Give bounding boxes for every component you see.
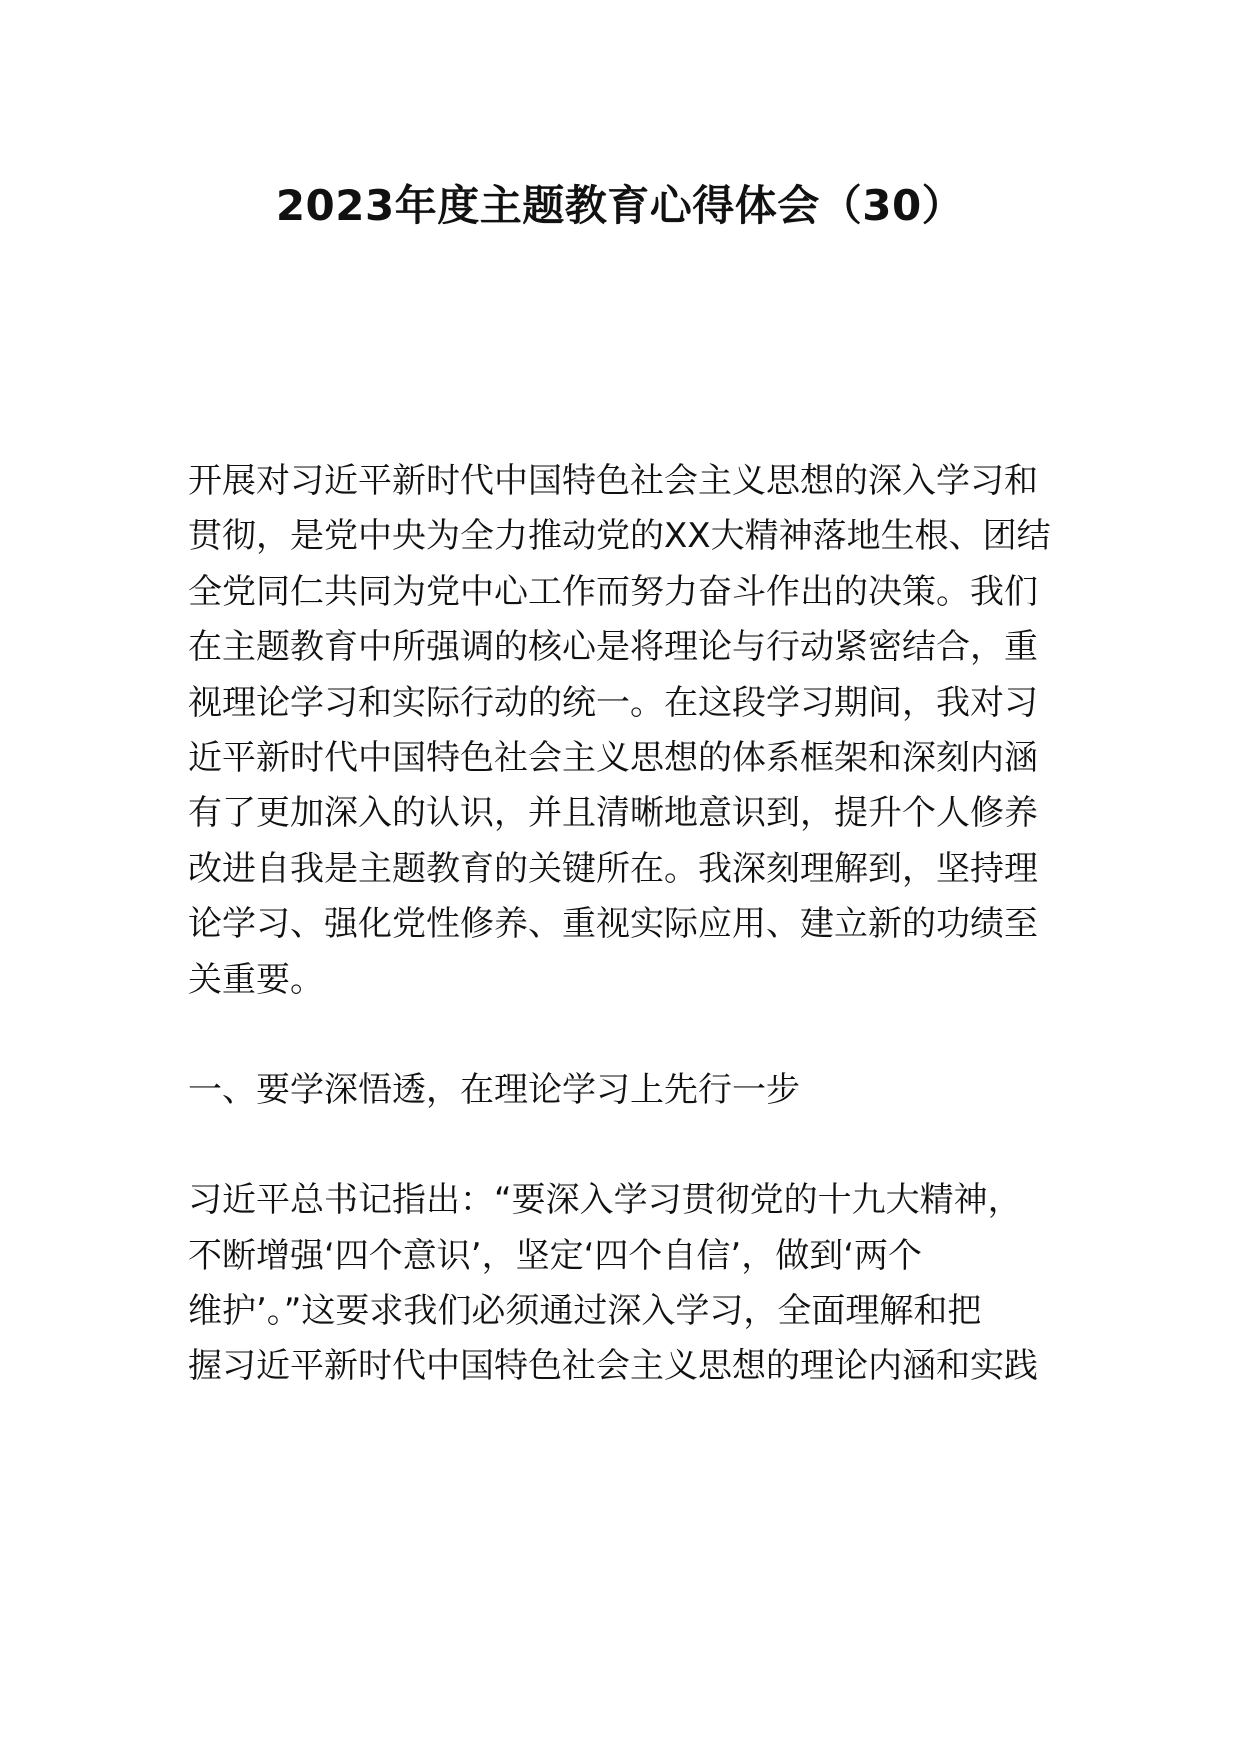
text-line: 关重要。	[188, 959, 324, 1000]
document-title: 2023年度主题教育心得体会（30）	[275, 181, 965, 230]
text-line: 近平新时代中国特色社会主义思想的体系框架和深刻内涵	[188, 737, 1038, 778]
section-paragraph	[188, 1173, 1052, 1395]
text-line: 改进自我是主题教育的关键所在。我深刻理解到，坚持理	[188, 848, 1038, 889]
text-line: 视理论学习和实际行动的统一。在这段学习期间，我对习	[188, 682, 1038, 723]
text-line: 全党同仁共同为党中心工作而努力奋斗作出的决策。我们	[188, 571, 1038, 612]
intro-paragraph	[188, 454, 1052, 1008]
section-heading	[188, 1063, 1052, 1118]
text-line: 维护’。”这要求我们必须通过深入学习，全面理解和把	[188, 1291, 982, 1332]
document-body	[188, 454, 1052, 1450]
text-line: 不断增强‘四个意识’，坚定‘四个自信’，做到‘两个	[188, 1235, 923, 1276]
text-line: 握习近平新时代中国特色社会主义思想的理论内涵和实践	[188, 1346, 1038, 1387]
text-line: 开展对习近平新时代中国特色社会主义思想的深入学习和	[188, 461, 1038, 501]
section-heading-text: 一、要学深悟透，在理论学习上先行一步	[188, 1069, 800, 1110]
text-line: 在主题教育中所强调的核心是将理论与行动紧密结合，重	[188, 627, 1038, 668]
text-line: 习近平总书记指出：“要深入学习贯彻党的十九大精神，	[188, 1180, 1022, 1221]
text-line: 贯彻，是党中央为全力推动党的XX大精神落地生根、团结	[188, 516, 1051, 557]
text-line: 有了更加深入的认识，并且清晰地意识到，提升个人修养	[188, 793, 1038, 834]
text-line: 论学习、强化党性修养、重视实际应用、建立新的功绩至	[188, 904, 1038, 945]
